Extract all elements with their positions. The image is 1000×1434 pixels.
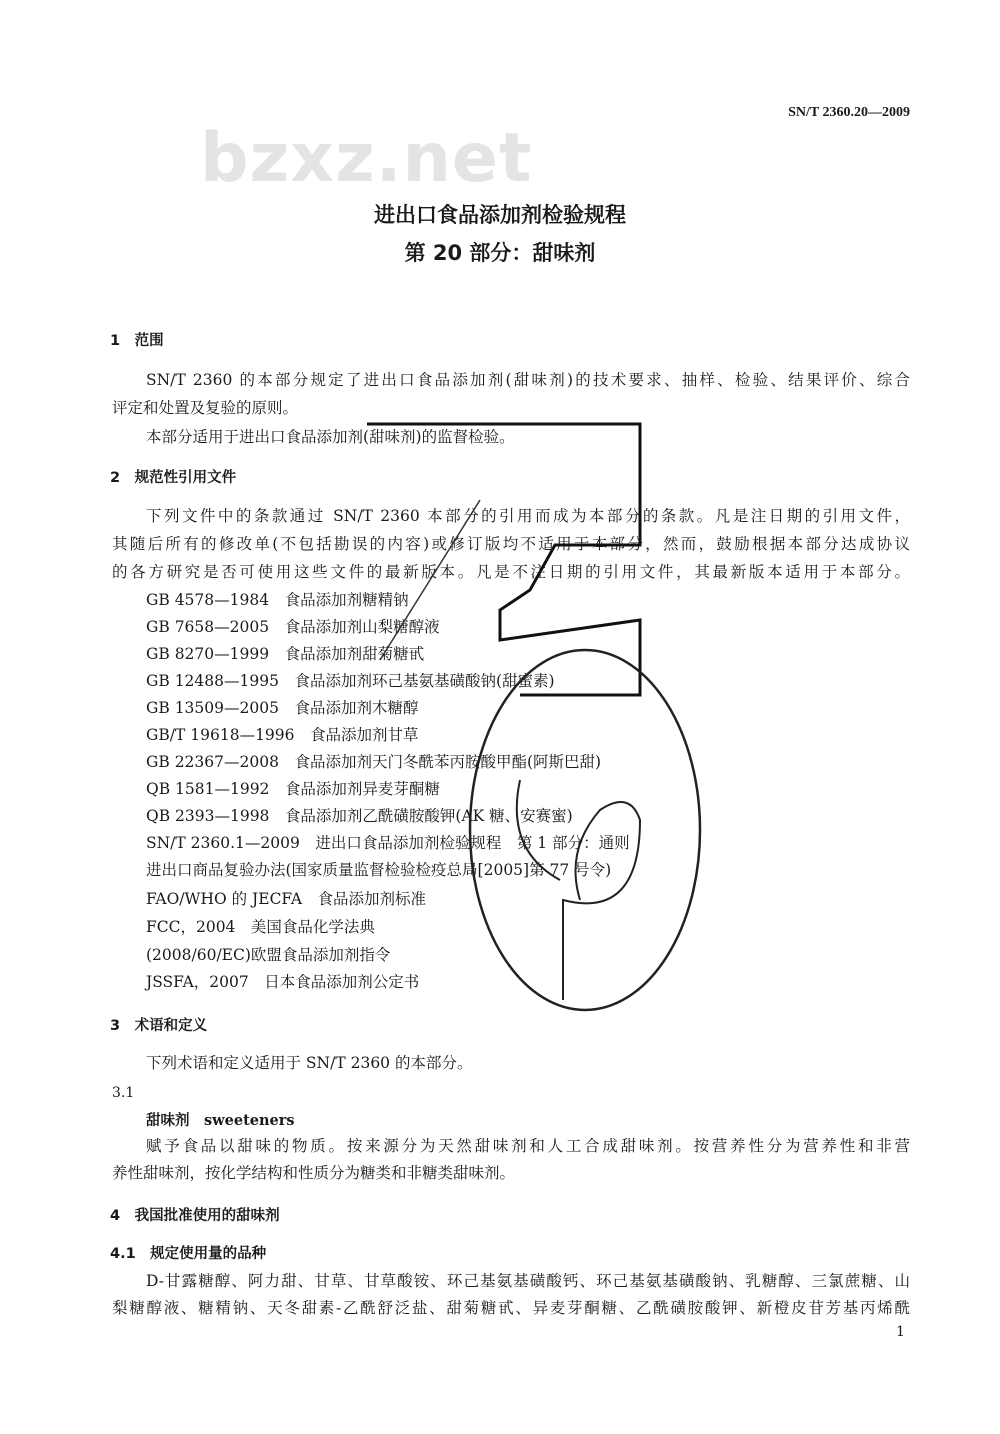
definition-line: 养性甜味剂，按化学结构和性质分为糖类和非糖类甜味剂。 (112, 1164, 516, 1182)
document-title: 进出口食品添加剂检验规程 (374, 203, 626, 227)
section-1-heading: 1 范围 (110, 333, 164, 349)
reference-item: GB 13509—2005 食品添加剂木糖醇 (146, 699, 419, 717)
reference-item: 进出口商品复验办法(国家质量监督检验检疫总局[2005]第 77 号令) (146, 861, 612, 879)
paragraph-line: 其随后所有的修改单(不包括勘误的内容)或修订版均不适用于本部分，然而，鼓励根据本部分达成协议 (112, 535, 910, 553)
reference-item: GB 7658—2005 食品添加剂山梨糖醇液 (146, 618, 440, 636)
reference-item: QB 2393—1998 食品添加剂乙酰磺胺酸钾(AK 糖、安赛蜜) (146, 807, 573, 825)
section-4-heading: 4 我国批准使用的甜味剂 (110, 1208, 280, 1224)
reference-item: FCC，2004 美国食品化学法典 (146, 918, 375, 936)
paragraph-line: 评定和处置及复验的原则。 (112, 399, 299, 417)
term: 甜味剂 sweeteners (146, 1112, 295, 1129)
section-2-heading: 2 规范性引用文件 (110, 470, 237, 486)
watermark-text: bzxz.net (200, 119, 533, 198)
reference-item: GB 12488—1995 食品添加剂环己基氨基磺酸钠(甜蜜素) (146, 672, 555, 690)
reference-item: GB 8270—1999 食品添加剂甜菊糖甙 (146, 645, 425, 663)
paragraph-line: 本部分适用于进出口食品添加剂(甜味剂)的监督检验。 (146, 428, 515, 446)
section-3-heading: 3 术语和定义 (110, 1018, 208, 1034)
paragraph-line: 下列文件中的条款通过 SN/T 2360 本部分的引用而成为本部分的条款。凡是注日期的引用文件， (146, 507, 910, 525)
reference-item: JSSFA，2007 日本食品添加剂公定书 (146, 973, 420, 991)
page-number: 1 (896, 1324, 905, 1340)
reference-item: (2008/60/EC)欧盟食品添加剂指令 (146, 946, 391, 964)
paragraph-line: SN/T 2360 的本部分规定了进出口食品添加剂(甜味剂)的技术要求、抽样、检验、结果评价、综合 (146, 371, 910, 389)
paragraph-line: 梨糖醇液、糖精钠、天冬甜素-乙酰舒泛盐、甜菊糖甙、异麦芽酮糖、乙酰磺胺酸钾、新橙皮苷芳基丙烯酰 (112, 1299, 910, 1317)
definition-line: 赋予食品以甜味的物质。按来源分为天然甜味剂和人工合成甜味剂。按营养性分为营养性和非营 (146, 1137, 910, 1155)
paragraph-line: D-甘露糖醇、阿力甜、甘草、甘草酸铵、环己基氨基磺酸钙、环己基氨基磺酸钠、乳糖醇、三氯蔗糖、山 (146, 1272, 910, 1290)
section-4-1-heading: 4.1 规定使用量的品种 (110, 1246, 267, 1262)
standard-number: SN/T 2360.20—2009 (788, 105, 910, 120)
reference-item: SN/T 2360.1—2009 进出口食品添加剂检验规程 第 1 部分：通则 (146, 834, 630, 852)
reference-item: QB 1581—1992 食品添加剂异麦芽酮糖 (146, 780, 440, 798)
document-subtitle: 第 20 部分：甜味剂 (404, 241, 596, 265)
reference-item: GB 22367—2008 食品添加剂天门冬酰苯丙胺酸甲酯(阿斯巴甜) (146, 753, 602, 771)
reference-item: FAO/WHO 的 JECFA 食品添加剂标准 (146, 890, 427, 908)
reference-item: GB/T 19618—1996 食品添加剂甘草 (146, 726, 419, 744)
paragraph-line: 的各方研究是否可使用这些文件的最新版本。凡是不注日期的引用文件，其最新版本适用于本部分。 (112, 563, 910, 581)
subsection-number: 3.1 (112, 1085, 135, 1101)
reference-item: GB 4578—1984 食品添加剂糖精钠 (146, 591, 409, 609)
paragraph-line: 下列术语和定义适用于 SN/T 2360 的本部分。 (146, 1054, 473, 1072)
